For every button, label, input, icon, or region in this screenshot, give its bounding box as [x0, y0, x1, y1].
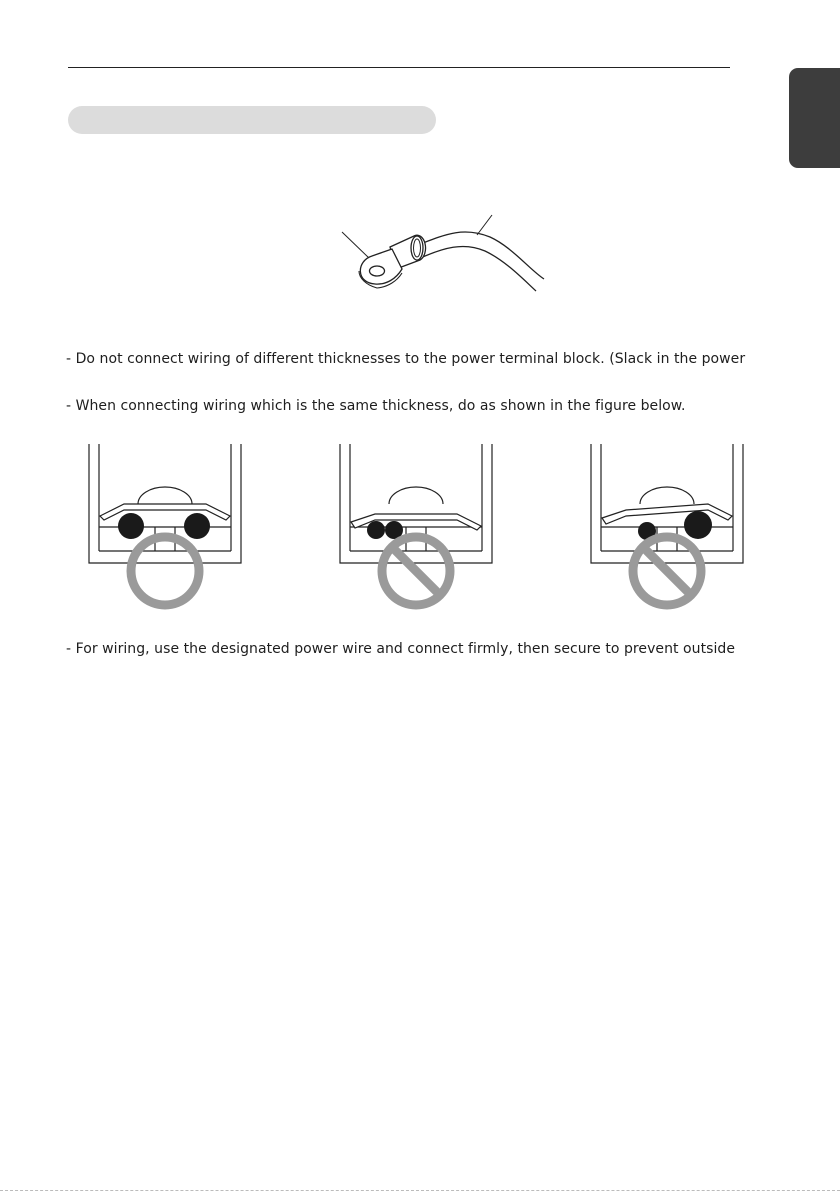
instruction-thickness: - Do not connect wiring of different thicknesses to the power terminal block. (Slack in the power — [66, 351, 746, 367]
section-heading-bar — [68, 106, 436, 134]
wire-thick — [684, 511, 712, 539]
instruction-same-thickness: - When connecting wiring which is the same thickness, do as shown in the figure below. — [66, 398, 686, 414]
wiring-example-correct — [80, 438, 255, 618]
wire-left-1 — [367, 521, 385, 539]
leader-line-wire — [477, 215, 492, 235]
wiring-example-incorrect-same-side — [331, 438, 506, 618]
circle-ok-icon — [131, 537, 199, 605]
wire-right — [184, 513, 210, 539]
prohibited-icon-slash — [392, 547, 440, 595]
wire-left — [118, 513, 144, 539]
ring-terminal-illustration — [330, 205, 550, 295]
ring-hole — [370, 266, 385, 276]
wiring-example-incorrect-different-thickness — [582, 438, 757, 618]
prohibited-icon-slash — [643, 547, 691, 595]
header-rule — [68, 67, 730, 68]
language-tab[interactable] — [789, 68, 840, 168]
page-bottom-edge — [0, 1190, 840, 1191]
instruction-designated-wire: - For wiring, use the designated power wire and connect firmly, then secure to prevent outside — [66, 641, 736, 657]
leader-line-terminal — [342, 232, 370, 259]
